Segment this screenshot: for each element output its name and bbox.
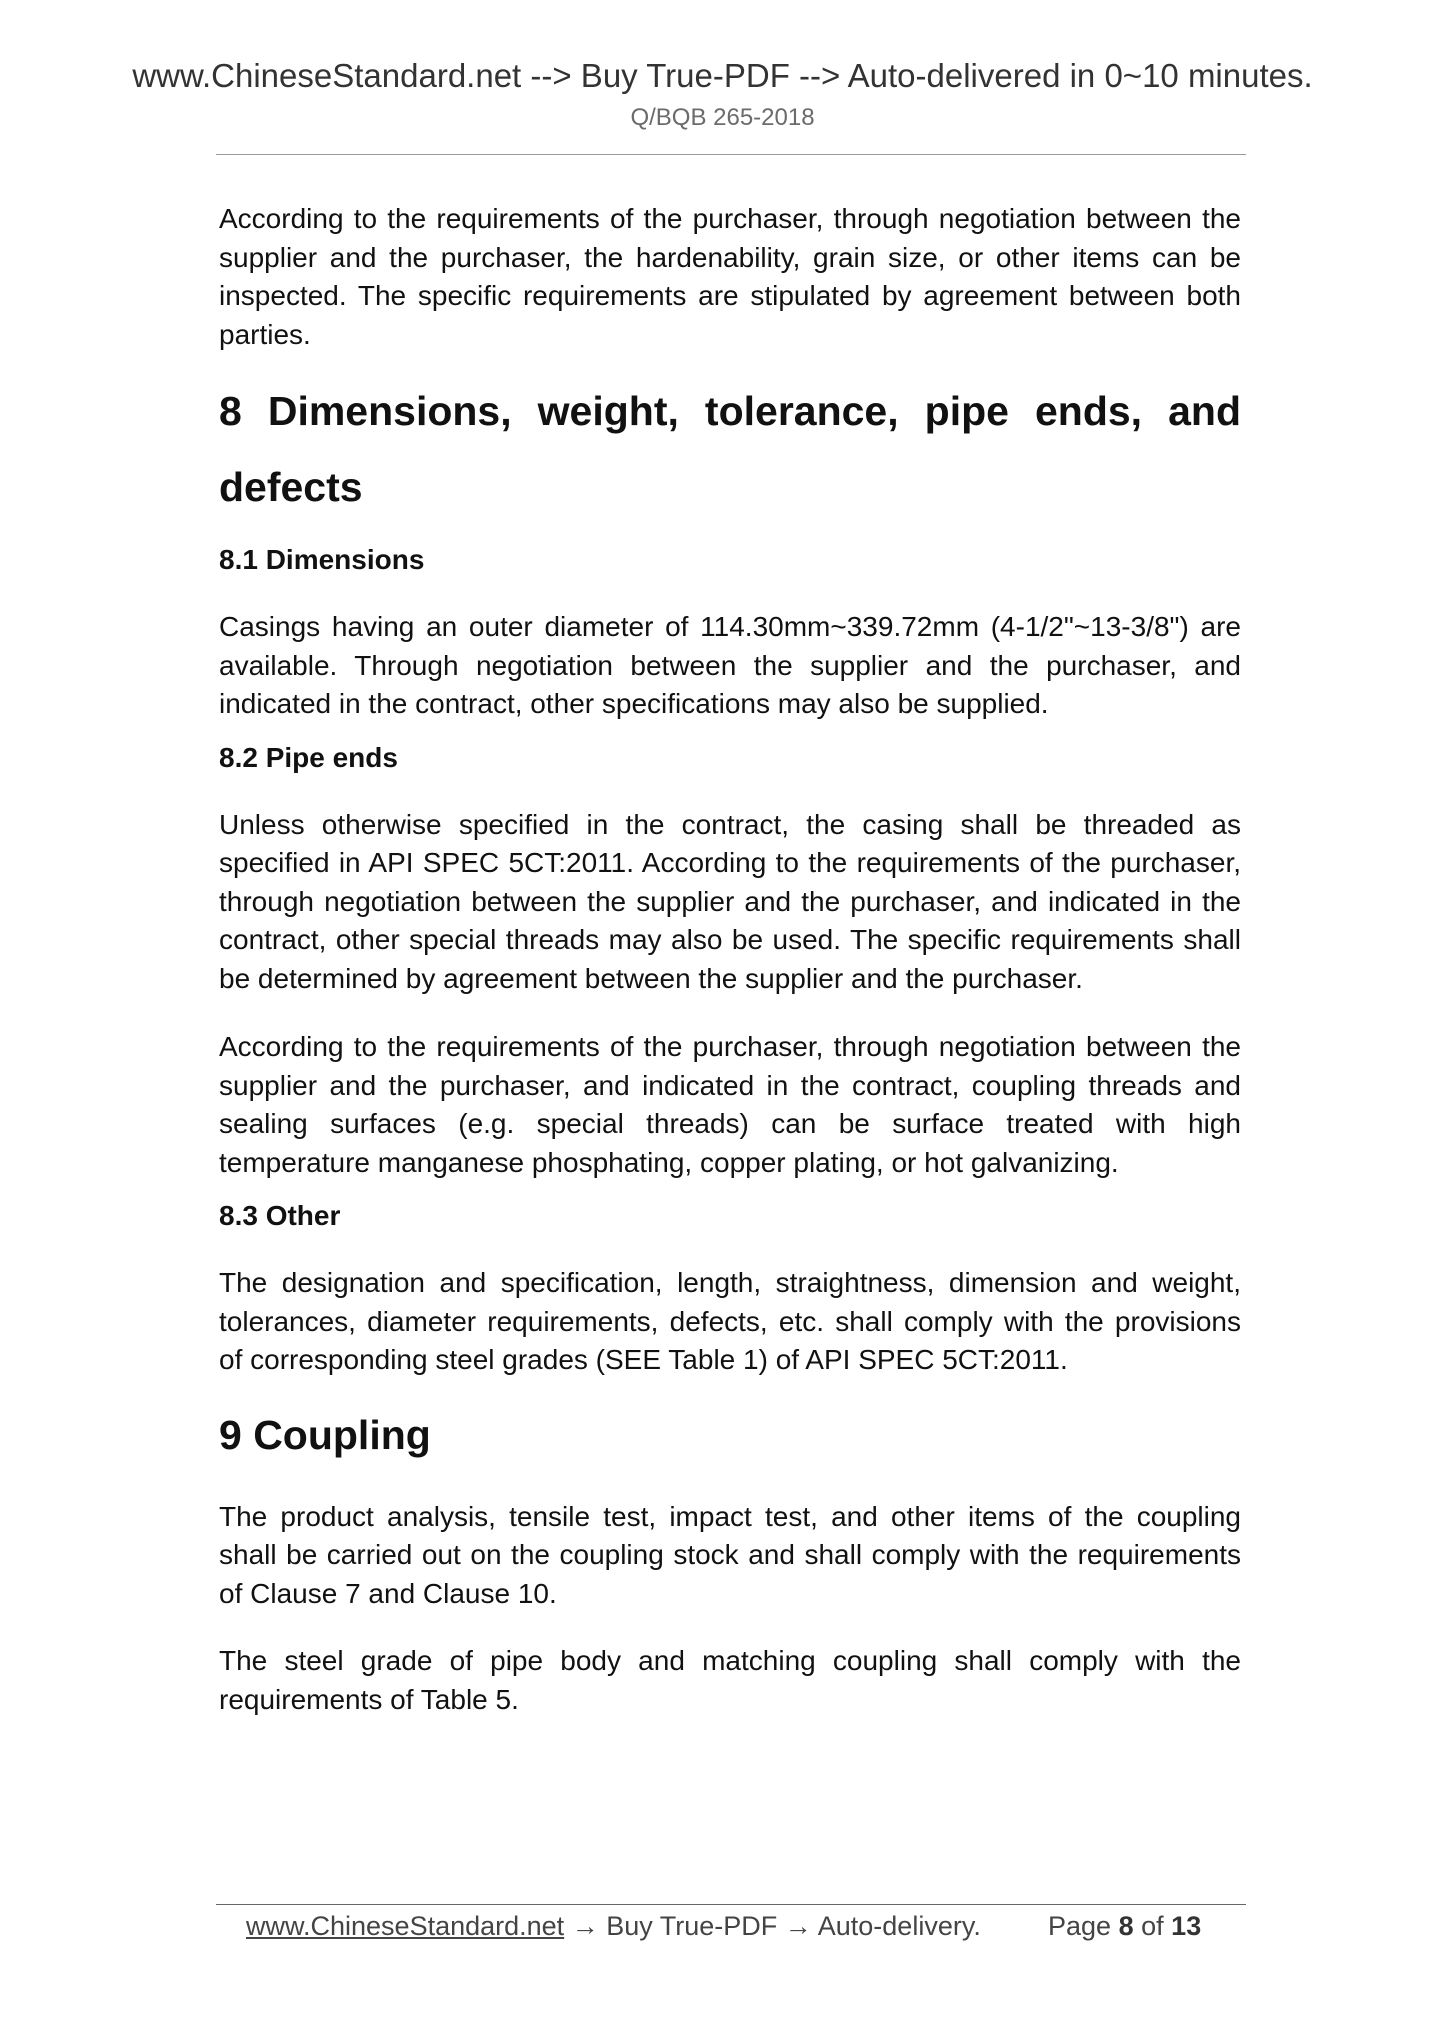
section-8-1-heading: 8.1 Dimensions (219, 544, 425, 575)
footer-site-link[interactable]: www.ChineseStandard.net (246, 1911, 565, 1941)
current-page-number: 8 (1118, 1911, 1134, 1941)
page-of-label: of (1141, 1911, 1164, 1941)
page-indicator (1048, 1907, 1201, 1945)
intro-paragraph: According to the requirements of the purchaser, through negotiation between the supplier and the purchaser, the hardenability, grain size, or other items can be inspected. The specific requirements are stipulated by agreement between both parties. (219, 203, 1241, 350)
section-8-2-paragraph-1: Unless otherwise specified in the contract, the casing shall be threaded as specified in API SPEC 5CT:2011. According to the requirements of the purchaser, through negotiation between the supplier and the purchaser, and indicated in the contract, other special threads may also be used. The specific requirements shall be determined by agreement between the supplier and the purchaser. (219, 808, 1241, 994)
section-8-2-paragraph-2: According to the requirements of the purchaser, through negotiation between the supplier and the purchaser, and indicated in the contract, coupling threads and sealing surfaces (e.g. special threads) can be surface treated with high temperature manganese phosphating, copper plating, or hot galvanizing. (219, 1031, 1241, 1178)
footer-tagline: → Buy True-PDF → Auto-delivery. (571, 1911, 981, 1941)
page-content (219, 200, 1241, 1719)
footer-divider (216, 1904, 1246, 1905)
section-8-3-heading: 8.3 Other (219, 1200, 341, 1231)
header-divider (216, 154, 1246, 155)
section-9-paragraph-2: The steel grade of pipe body and matching coupling shall comply with the requirements of Table 5. (219, 1645, 1241, 1715)
document-number: Q/BQB 265-2018 (630, 104, 815, 131)
total-page-count: 13 (1171, 1911, 1202, 1941)
page-footer (246, 1907, 1246, 1945)
site-banner: www.ChineseStandard.net --> Buy True-PDF --> Auto-delivered in 0~10 minutes. (132, 57, 1313, 94)
section-8-1-paragraph: Casings having an outer diameter of 114.30mm~339.72mm (4-1/2"~13-3/8") are available. Through negotiation between the supplier and the purchaser, and indicated in the contract, other specifications may also be supplied. (219, 611, 1241, 719)
section-8-3-paragraph: The designation and specification, length, straightness, dimension and weight, tolerances, diameter requirements, defects, etc. shall comply with the provisions of corresponding steel grades (SEE Table 1) of API SPEC 5CT:2011. (219, 1267, 1241, 1375)
page-label: Page (1048, 1911, 1112, 1941)
section-9-paragraph-1: The product analysis, tensile test, impact test, and other items of the coupling shall be carried out on the coupling stock and shall comply with the requirements of Clause 7 and Clause 10. (219, 1500, 1241, 1609)
section-9-heading: 9 Coupling (219, 1411, 431, 1458)
section-8-2-heading: 8.2 Pipe ends (219, 741, 398, 773)
section-8-heading: 8 Dimensions, weight, tolerance, pipe ends, and defects (219, 388, 1241, 510)
